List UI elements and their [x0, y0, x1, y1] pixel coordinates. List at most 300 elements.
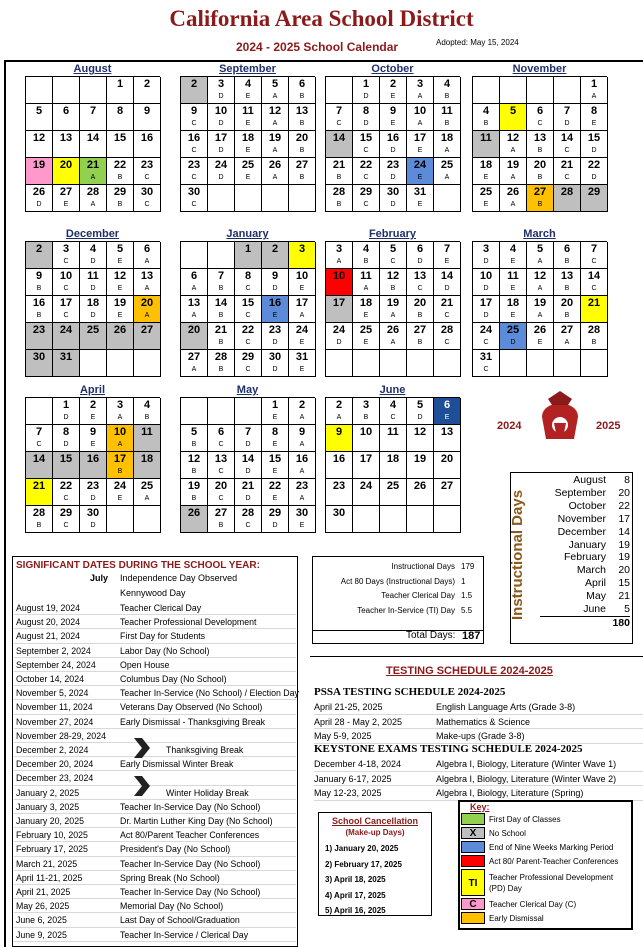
day-number: 24 [295, 324, 309, 336]
day-letter: A [390, 339, 396, 346]
count-value: 5.5 [461, 605, 473, 615]
significant-date-row [14, 913, 296, 927]
day-cell [181, 269, 208, 296]
key-swatch: C [461, 898, 485, 910]
month-grid [25, 397, 160, 533]
month-name: April [79, 384, 106, 396]
day-cell [353, 185, 380, 212]
day-number: 13 [440, 426, 454, 438]
sig-date: February 17, 2025 [16, 844, 88, 855]
test-row [314, 757, 643, 772]
significant-date-row [14, 828, 296, 842]
day-cell [181, 452, 208, 479]
day-number: 18 [241, 132, 255, 144]
key-item [461, 841, 629, 853]
july-event-2: Kennywood Day [120, 588, 186, 598]
day-number: 26 [413, 480, 427, 492]
day-number: 10 [59, 270, 73, 282]
day-cell [353, 425, 380, 452]
month-february [325, 227, 460, 377]
sig-event: President's Day (No School) [120, 844, 231, 855]
day-letter: A [390, 312, 396, 319]
day-number: 8 [62, 426, 70, 438]
day-letter: D [363, 93, 369, 100]
day-cell [380, 452, 407, 479]
key-label: Teacher Professional Development (PD) Day [489, 872, 614, 893]
day-cell [208, 131, 235, 158]
day-letter: B [191, 441, 197, 448]
day-number: 13 [560, 270, 574, 282]
day-letter: A [336, 414, 342, 421]
sig-date: September 24, 2024 [16, 659, 96, 670]
day-letter: E [483, 201, 489, 208]
day-letter: E [245, 174, 251, 181]
sig-event: Last Day of School/Graduation [120, 915, 240, 926]
day-letter: D [417, 258, 423, 265]
day-number: 21 [560, 159, 574, 171]
day-number: 13 [59, 132, 73, 144]
instr-days: 17 [618, 512, 630, 525]
day-number: 27 [440, 480, 454, 492]
day-cell [107, 425, 134, 452]
day-letter: A [272, 147, 278, 154]
day-number: 11 [141, 426, 153, 438]
day-cell [208, 158, 235, 185]
day-cell [554, 323, 581, 350]
day-number: 30 [140, 186, 154, 198]
significant-date-row [14, 729, 296, 743]
day-letter: D [591, 174, 597, 181]
sig-event: Dr. Martin Luther King Day (No School) [120, 816, 273, 826]
day-cell [581, 104, 608, 131]
sig-date: November 5, 2024 [16, 688, 89, 699]
day-letter: B [144, 414, 150, 421]
day-cell [26, 242, 53, 269]
day-cell [581, 242, 608, 269]
day-cell [581, 77, 608, 104]
day-number: 25 [479, 186, 493, 198]
day-cell [208, 425, 235, 452]
day-cell [235, 296, 262, 323]
significant-date-row [14, 715, 296, 729]
day-number: 4 [244, 78, 252, 90]
day-cell [407, 131, 434, 158]
day-number: 21 [332, 159, 346, 171]
day-number: 1 [244, 243, 252, 255]
day-letter: C [363, 174, 369, 181]
day-number: 10 [113, 426, 127, 438]
day-number: 29 [241, 351, 255, 363]
key-swatch: TI [461, 869, 485, 896]
day-cell [53, 185, 80, 212]
day-letter: E [483, 174, 489, 181]
test-date: May 5-9, 2025 [314, 731, 372, 741]
day-cell [26, 452, 53, 479]
day-cell [289, 269, 316, 296]
sig-date: September 2, 2024 [16, 645, 91, 656]
day-cell [380, 104, 407, 131]
instr-days: 15 [618, 577, 630, 590]
day-number: 28 [560, 186, 574, 198]
day-letter: A [191, 366, 197, 373]
day-cell [181, 350, 208, 377]
day-number: 20 [187, 324, 201, 336]
day-letter: C [591, 258, 597, 265]
day-number: 2 [143, 78, 151, 90]
day-cell [53, 158, 80, 185]
day-letter: E [272, 414, 278, 421]
day-cell [26, 479, 53, 506]
day-number: 28 [32, 507, 46, 519]
day-cell [380, 269, 407, 296]
day-number: 12 [32, 132, 46, 144]
instr-month [540, 617, 610, 629]
day-letter: A [444, 174, 450, 181]
day-letter: E [245, 120, 251, 127]
day-cell [262, 158, 289, 185]
day-number: 5 [116, 243, 124, 255]
month-name: August [73, 63, 112, 75]
day-letter: E [117, 312, 123, 319]
day-number: 27 [413, 324, 427, 336]
key-item [461, 869, 629, 896]
sig-event: Teacher Professional Development [120, 617, 257, 628]
day-number: 6 [143, 243, 151, 255]
day-cell [289, 104, 316, 131]
day-number: 17 [359, 453, 373, 465]
day-cell [235, 131, 262, 158]
day-letter: E [117, 495, 123, 502]
day-letter: B [218, 366, 224, 373]
day-number: 28 [86, 186, 100, 198]
day-number: 20 [533, 159, 547, 171]
instr-month: January [568, 538, 606, 551]
sig-event: Spring Break (No School) [120, 872, 220, 883]
day-number: 17 [113, 453, 127, 465]
day-cell [353, 269, 380, 296]
logo-year-left: 2024 [497, 420, 522, 432]
day-number: 29 [587, 186, 601, 198]
day-letter: A [510, 201, 516, 208]
sig-event: Act 80/Parent Teacher Conferences [120, 830, 260, 841]
month-grid [25, 241, 160, 377]
day-cell [326, 398, 353, 425]
day-cell [527, 185, 554, 212]
day-number: 14 [332, 132, 346, 144]
day-number: 13 [140, 270, 154, 282]
day-letter: C [36, 441, 42, 448]
day-number: 19 [32, 159, 46, 171]
sig-date: November 28-29, 2024 [16, 730, 106, 741]
day-letter: C [390, 414, 396, 421]
day-letter: E [299, 366, 305, 373]
day-cell [326, 77, 353, 104]
day-number: 3 [217, 78, 225, 90]
sig-date: June 9, 2025 [16, 929, 67, 940]
day-cell [407, 269, 434, 296]
significant-date-row [14, 672, 296, 686]
sig-date: April 11-21, 2025 [16, 872, 83, 883]
day-cell [53, 479, 80, 506]
test-subject: Mathematics & Science [436, 716, 531, 727]
instr-days: 21 [618, 590, 630, 603]
day-letter: A [537, 312, 543, 319]
day-cell [581, 131, 608, 158]
day-number: 27 [533, 186, 547, 198]
day-letter: D [510, 339, 516, 346]
day-cell [80, 506, 107, 533]
day-letter: C [63, 522, 69, 529]
instr-days: 19 [618, 551, 630, 564]
day-number: 25 [359, 324, 373, 336]
day-letter: A [417, 93, 423, 100]
day-number: 27 [214, 507, 228, 519]
day-letter: C [191, 147, 197, 154]
day-cell [407, 479, 434, 506]
day-number: 31 [479, 351, 493, 363]
sig-date: January 3, 2025 [16, 801, 80, 812]
sig-date: April 21, 2025 [16, 887, 71, 897]
significant-date-row [14, 757, 296, 771]
day-number: 27 [187, 351, 201, 363]
day-cell [326, 131, 353, 158]
day-cell [581, 158, 608, 185]
day-cell [262, 185, 289, 212]
day-number: 20 [295, 132, 309, 144]
day-cell [134, 104, 161, 131]
day-number: 19 [533, 297, 547, 309]
day-cell [107, 398, 134, 425]
day-number: 12 [187, 453, 201, 465]
day-cell [80, 242, 107, 269]
day-number: 5 [509, 105, 517, 117]
day-cell [326, 425, 353, 452]
logo-year-right: 2025 [596, 420, 621, 432]
day-cell [107, 242, 134, 269]
day-number: 23 [386, 159, 400, 171]
day-number: 27 [560, 324, 574, 336]
day-cell [208, 104, 235, 131]
day-letter: B [299, 120, 305, 127]
day-number: 6 [217, 426, 225, 438]
day-cell [434, 323, 461, 350]
day-number: 20 [560, 297, 574, 309]
month-grid [325, 397, 460, 533]
day-cell [208, 296, 235, 323]
day-letter: C [245, 312, 251, 319]
day-number: 18 [506, 297, 520, 309]
key-item [461, 912, 629, 924]
day-cell [181, 479, 208, 506]
day-cell [407, 242, 434, 269]
day-number: 9 [143, 105, 151, 117]
month-september [180, 62, 315, 212]
day-number: 14 [32, 453, 46, 465]
day-number: 15 [241, 297, 255, 309]
day-cell [262, 425, 289, 452]
day-number: 23 [32, 324, 46, 336]
day-cell [353, 77, 380, 104]
day-cell [181, 104, 208, 131]
day-cell [527, 242, 554, 269]
instr-row-june [540, 603, 630, 616]
day-cell [53, 242, 80, 269]
day-letter: D [272, 366, 278, 373]
day-number: 21 [214, 324, 228, 336]
day-number: 16 [268, 297, 282, 309]
instr-row-march [540, 564, 630, 577]
test-date: April 21-25, 2025 [314, 702, 383, 712]
day-letter: A [510, 147, 516, 154]
day-number: 3 [416, 78, 424, 90]
day-letter: B [483, 120, 489, 127]
day-number: 19 [413, 453, 427, 465]
day-cell [208, 77, 235, 104]
day-letter: A [299, 468, 305, 475]
day-cell [26, 398, 53, 425]
day-letter: A [564, 339, 570, 346]
day-cell [53, 350, 80, 377]
day-number: 22 [587, 159, 601, 171]
day-number: 1 [362, 78, 370, 90]
day-cell [26, 269, 53, 296]
day-number: 16 [187, 132, 201, 144]
day-cell [107, 296, 134, 323]
day-letter: E [417, 147, 423, 154]
day-cell [235, 77, 262, 104]
day-cell [107, 323, 134, 350]
key-swatch [461, 841, 485, 853]
day-letter: D [36, 201, 42, 208]
day-letter: C [483, 366, 489, 373]
sig-event: Teacher In-Service Day (No School) [120, 801, 261, 812]
day-cell [134, 269, 161, 296]
day-cell [80, 425, 107, 452]
day-number: 22 [59, 480, 73, 492]
key-label: Act 80/ Parent-Teacher Conferences [489, 856, 619, 866]
instructional-days-title: Instructional Days [509, 489, 526, 621]
sig-date: November 27, 2024 [16, 716, 94, 727]
day-number: 17 [413, 132, 427, 144]
day-letter: C [363, 147, 369, 154]
day-cell [107, 77, 134, 104]
day-number: 29 [268, 507, 282, 519]
day-number: 14 [560, 132, 574, 144]
day-letter: A [363, 285, 369, 292]
day-number: 8 [590, 105, 598, 117]
day-cell [500, 296, 527, 323]
day-letter: C [191, 174, 197, 181]
day-letter: E [272, 495, 278, 502]
day-number: 11 [507, 270, 519, 282]
day-letter: A [336, 258, 342, 265]
day-number: 20 [59, 159, 73, 171]
day-letter: A [191, 312, 197, 319]
test-date: May 12-23, 2025 [314, 788, 382, 798]
day-letter: A [90, 174, 96, 181]
day-cell [434, 242, 461, 269]
day-letter: D [483, 285, 489, 292]
day-cell [235, 350, 262, 377]
day-cell [262, 350, 289, 377]
day-cell [26, 506, 53, 533]
day-cell [380, 479, 407, 506]
day-letter: C [390, 258, 396, 265]
day-number: 4 [509, 243, 517, 255]
instr-month: March [576, 564, 606, 577]
day-letter: B [564, 285, 570, 292]
day-number: 18 [86, 297, 100, 309]
day-letter: D [336, 339, 342, 346]
day-cell [262, 242, 289, 269]
instr-row-january [540, 539, 630, 552]
day-cell [473, 104, 500, 131]
count-row [316, 604, 481, 618]
key-swatch [461, 855, 485, 867]
day-cell [181, 242, 208, 269]
day-cell [380, 350, 407, 377]
significant-date-row [14, 629, 296, 643]
day-cell [262, 269, 289, 296]
key-swatch [461, 912, 485, 924]
day-cell [353, 323, 380, 350]
sig-event: Early Dismissal Winter Break [120, 759, 234, 770]
day-number: 18 [440, 132, 454, 144]
day-letter: B [191, 495, 197, 502]
day-cell [53, 104, 80, 131]
day-letter: C [564, 147, 570, 154]
day-number: 29 [113, 186, 127, 198]
instr-month: April [584, 577, 606, 590]
day-cell [434, 77, 461, 104]
day-cell [527, 296, 554, 323]
day-number: 17 [295, 297, 309, 309]
day-cell [353, 506, 380, 533]
day-letter: C [363, 201, 369, 208]
day-cell [326, 269, 353, 296]
day-cell [134, 131, 161, 158]
day-letter: A [537, 285, 543, 292]
day-cell [353, 479, 380, 506]
day-number: 30 [332, 507, 346, 519]
testing-title: TESTING SCHEDULE 2024-2025 [386, 665, 553, 677]
day-letter: D [90, 495, 96, 502]
day-cell [326, 452, 353, 479]
test-row [314, 700, 643, 715]
day-letter: D [591, 147, 597, 154]
day-letter: C [444, 339, 450, 346]
day-number: 15 [268, 453, 282, 465]
day-number: 22 [241, 324, 255, 336]
month-name: March [523, 228, 556, 240]
day-number: 3 [116, 399, 124, 411]
day-letter: C [191, 120, 197, 127]
test-subject: Algebra I, Biology, Literature (Winter Wave 1) [436, 759, 617, 769]
count-value: 1 [461, 576, 466, 586]
day-number: 28 [587, 324, 601, 336]
day-number: 21 [241, 480, 255, 492]
day-number: 24 [413, 159, 427, 171]
day-number: 2 [89, 399, 97, 411]
day-cell [80, 398, 107, 425]
day-letter: C [417, 285, 423, 292]
day-cell [581, 323, 608, 350]
sig-event: Early Dismissal - Thanksgiving Break [120, 716, 266, 727]
day-number: 13 [295, 105, 309, 117]
day-number: 24 [214, 159, 228, 171]
day-letter: D [390, 201, 396, 208]
day-letter: E [510, 285, 516, 292]
